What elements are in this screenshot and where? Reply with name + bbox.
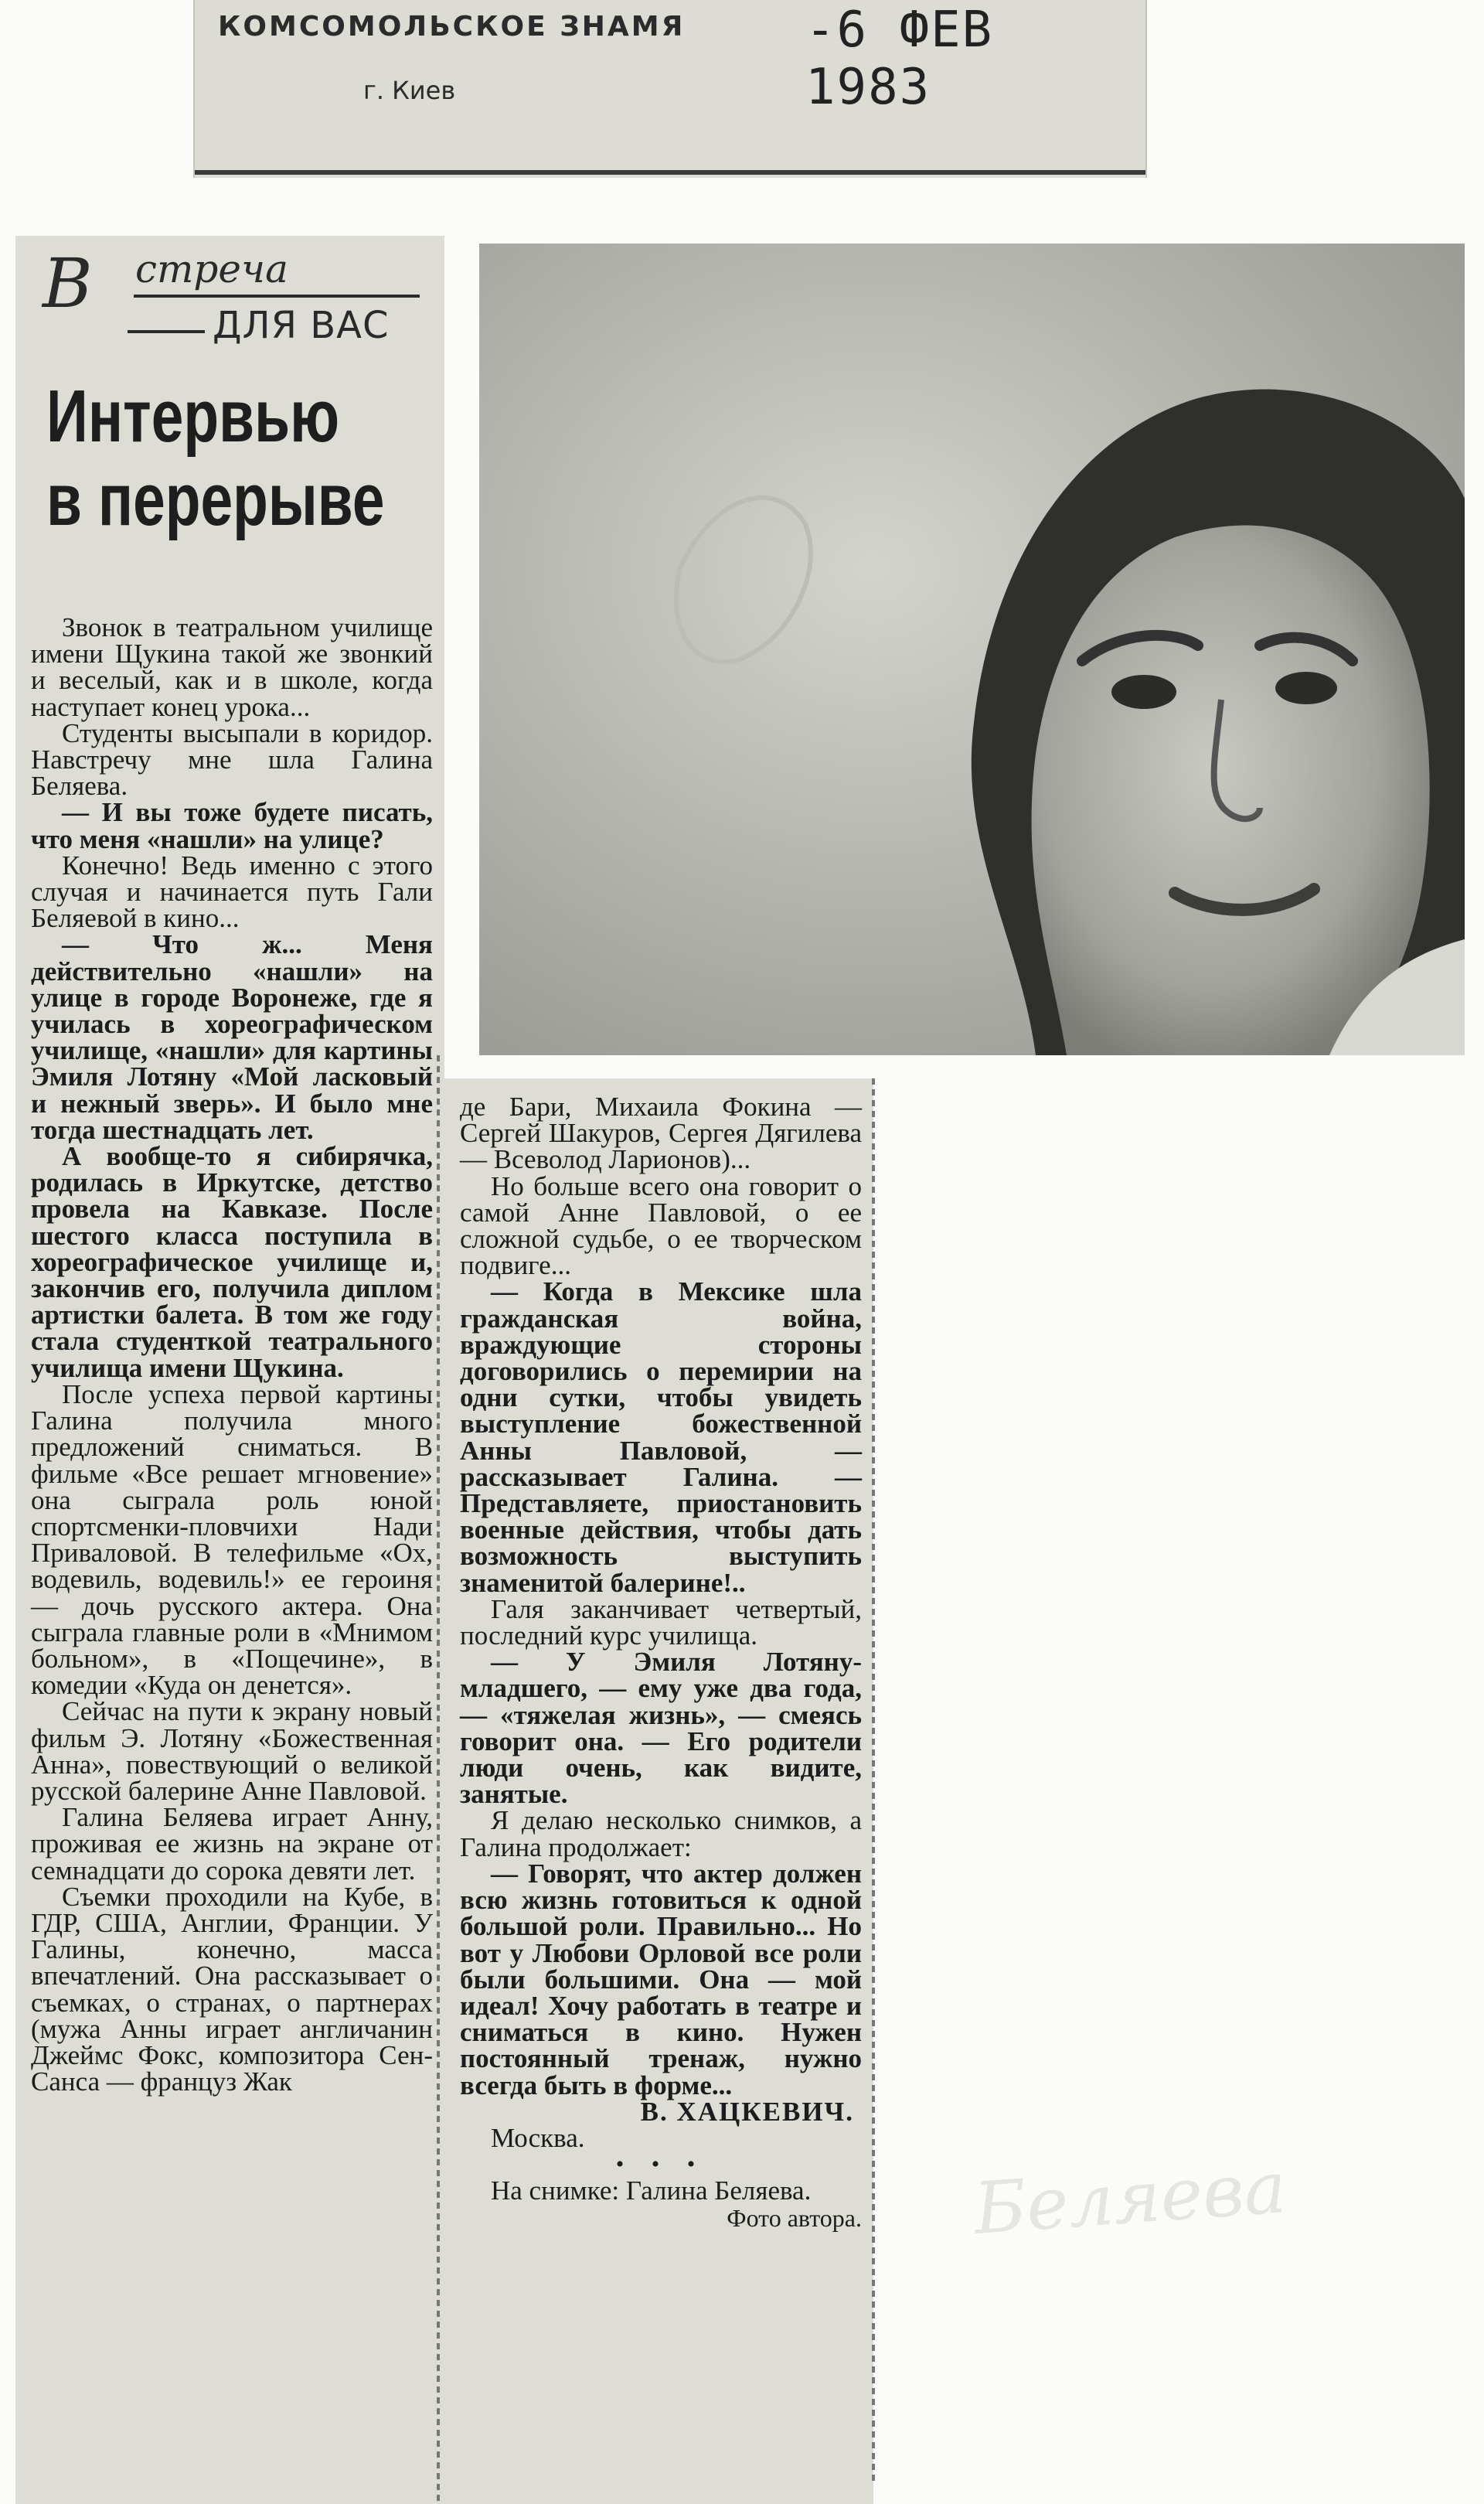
stamp-rule bbox=[195, 170, 1145, 175]
paragraph: А вообще-то я сибирячка, родилась в Иркутске, детство провела на Кавказе. После шестого класса поступила в хореографическое училище и, закончив его, получила диплом артистки балета. В том же году стала студенткой театрального училища имени Щукина. bbox=[31, 1141, 433, 1383]
column-divider bbox=[437, 1055, 440, 2504]
rubric-word1: стреча bbox=[135, 247, 288, 291]
rubric-underline-short bbox=[128, 330, 205, 333]
paragraph: — Что ж... Меня действительно «нашли» на улице в городе Воронеже, где я училась в хореографическом училище, «нашли» для картины Эмиля Лотяну «Мой ласковый и нежный зверь». И было мне тогда шестнадцать лет. bbox=[31, 929, 433, 1145]
byline-author: В. ХАЦКЕВИЧ. bbox=[640, 2096, 854, 2127]
stamp-newspaper-name: КОМСОМОЛЬСКОЕ ЗНАМЯ bbox=[218, 11, 686, 43]
paragraph: Но больше всего она говорит о самой Анне Павловой, о ее сложной судьбе, о ее творческом подвиге... bbox=[460, 1170, 862, 1281]
paragraph: После успеха первой картины Галина получила много предложений сниматься. В фильме «Все решает мгновение» она сыграла роль юной спортсменки-пловчихи Нади Приваловой. В телефильме «Ох, водевиль, водевиль!» ее героиня — дочь русского актера. Она сыграла главные роли в «Мнимом больном», в «Пощечине», в комедии «Куда он денется». bbox=[31, 1378, 433, 1701]
rubric-word2: ДЛЯ ВАС bbox=[213, 304, 390, 347]
paragraph: Сейчас на пути к экрану новый фильм Э. Лотяну «Божественная Анна», повествующий о великой русской балерине Анне Павловой. bbox=[31, 1696, 433, 1806]
rubric-underline bbox=[134, 295, 420, 298]
paragraph: — Когда в Мексике шла гражданская война, враждующие стороны договорились о перемирии на одни сутки, чтобы увидеть выступление божественной Анны Павловой, — рассказывает Галина. — Представляете, приостановить военные действия, чтобы дать возможность выступить знаменитой балерине!.. bbox=[460, 1276, 862, 1598]
byline-stars: • • • bbox=[615, 2151, 706, 2178]
article-column-1 bbox=[15, 236, 444, 2504]
paragraph: — У Эмиля Лотяну-младшего, — ему уже два года, — «тяжелая жизнь», — смеясь говорит она. — Его родители люди очень, как видите, занятые. bbox=[460, 1647, 862, 1810]
stamp-city: г. Киев bbox=[363, 76, 456, 105]
photo-caption: На снимке: Галина Беляева. bbox=[491, 2175, 812, 2206]
portrait-photo bbox=[479, 244, 1465, 1055]
paragraph: Я делаю несколько снимков, а Галина продолжает: bbox=[460, 1805, 862, 1862]
byline-city: Москва. bbox=[491, 2122, 585, 2153]
article-headline bbox=[46, 375, 385, 542]
stamp-date: -6 ФЕВ 1983 bbox=[805, 2, 994, 116]
paragraph: — И вы тоже будете писать, что меня «нашли» на улице? bbox=[31, 797, 433, 854]
column-2-body bbox=[460, 1094, 862, 2231]
headline-line-1: Интервью bbox=[46, 375, 340, 458]
handwritten-signature: Беляева bbox=[971, 2146, 1289, 2250]
paragraph: Студенты высыпали в коридор. Навстречу мне шла Галина Беляева. bbox=[31, 717, 433, 802]
photo-credit: Фото автора. bbox=[727, 2203, 862, 2232]
headline-line-2: в перерыве bbox=[46, 458, 385, 541]
column-divider-right bbox=[872, 1078, 875, 2485]
column-1-body bbox=[31, 612, 433, 2097]
rubric-letter: В bbox=[43, 244, 93, 323]
rubric-logo bbox=[43, 244, 429, 359]
paragraph: де Бари, Михаила Фокина — Сергей Шакуров, Сергея Дягилева — Всеволод Ларионов)... bbox=[460, 1092, 862, 1175]
article-column-2 bbox=[444, 1078, 873, 2504]
paragraph: Галина Беляева играет Анну, проживая ее жизнь на экране от семнадцати до сорока девяти лет. bbox=[31, 1802, 433, 1886]
paragraph: — Говорят, что актер должен всю жизнь готовиться к одной большой роли. Правильно... Но вот у Любови Орловой все роли были большими. Она — мой идеал! Хочу работать в театре и сниматься в кино. Нужен постоянный тренаж, нужно всегда быть в форме... bbox=[460, 1858, 862, 2100]
paragraph: Звонок в театральном училище имени Щукина такой же звонкий и веселый, как и в школе, когда наступает конец урока... bbox=[31, 612, 433, 722]
paragraph: Конечно! Ведь именно с этого случая и начинается путь Гали Беляевой в кино... bbox=[31, 850, 433, 934]
portrait-image bbox=[479, 244, 1465, 1055]
paragraph: Галя заканчивает четвертый, последний курс училища. bbox=[460, 1593, 862, 1651]
newspaper-stamp bbox=[193, 0, 1147, 178]
paragraph: Съемки проходили на Кубе, в ГДР, США, Англии, Франции. У Галины, конечно, масса впечатлений. Она рассказывает о съемках, о странах, о партнерах (мужа Анны играет англичанин Джеймс Фокс, композитора Сен-Санса — француз Жак bbox=[31, 1881, 433, 2097]
